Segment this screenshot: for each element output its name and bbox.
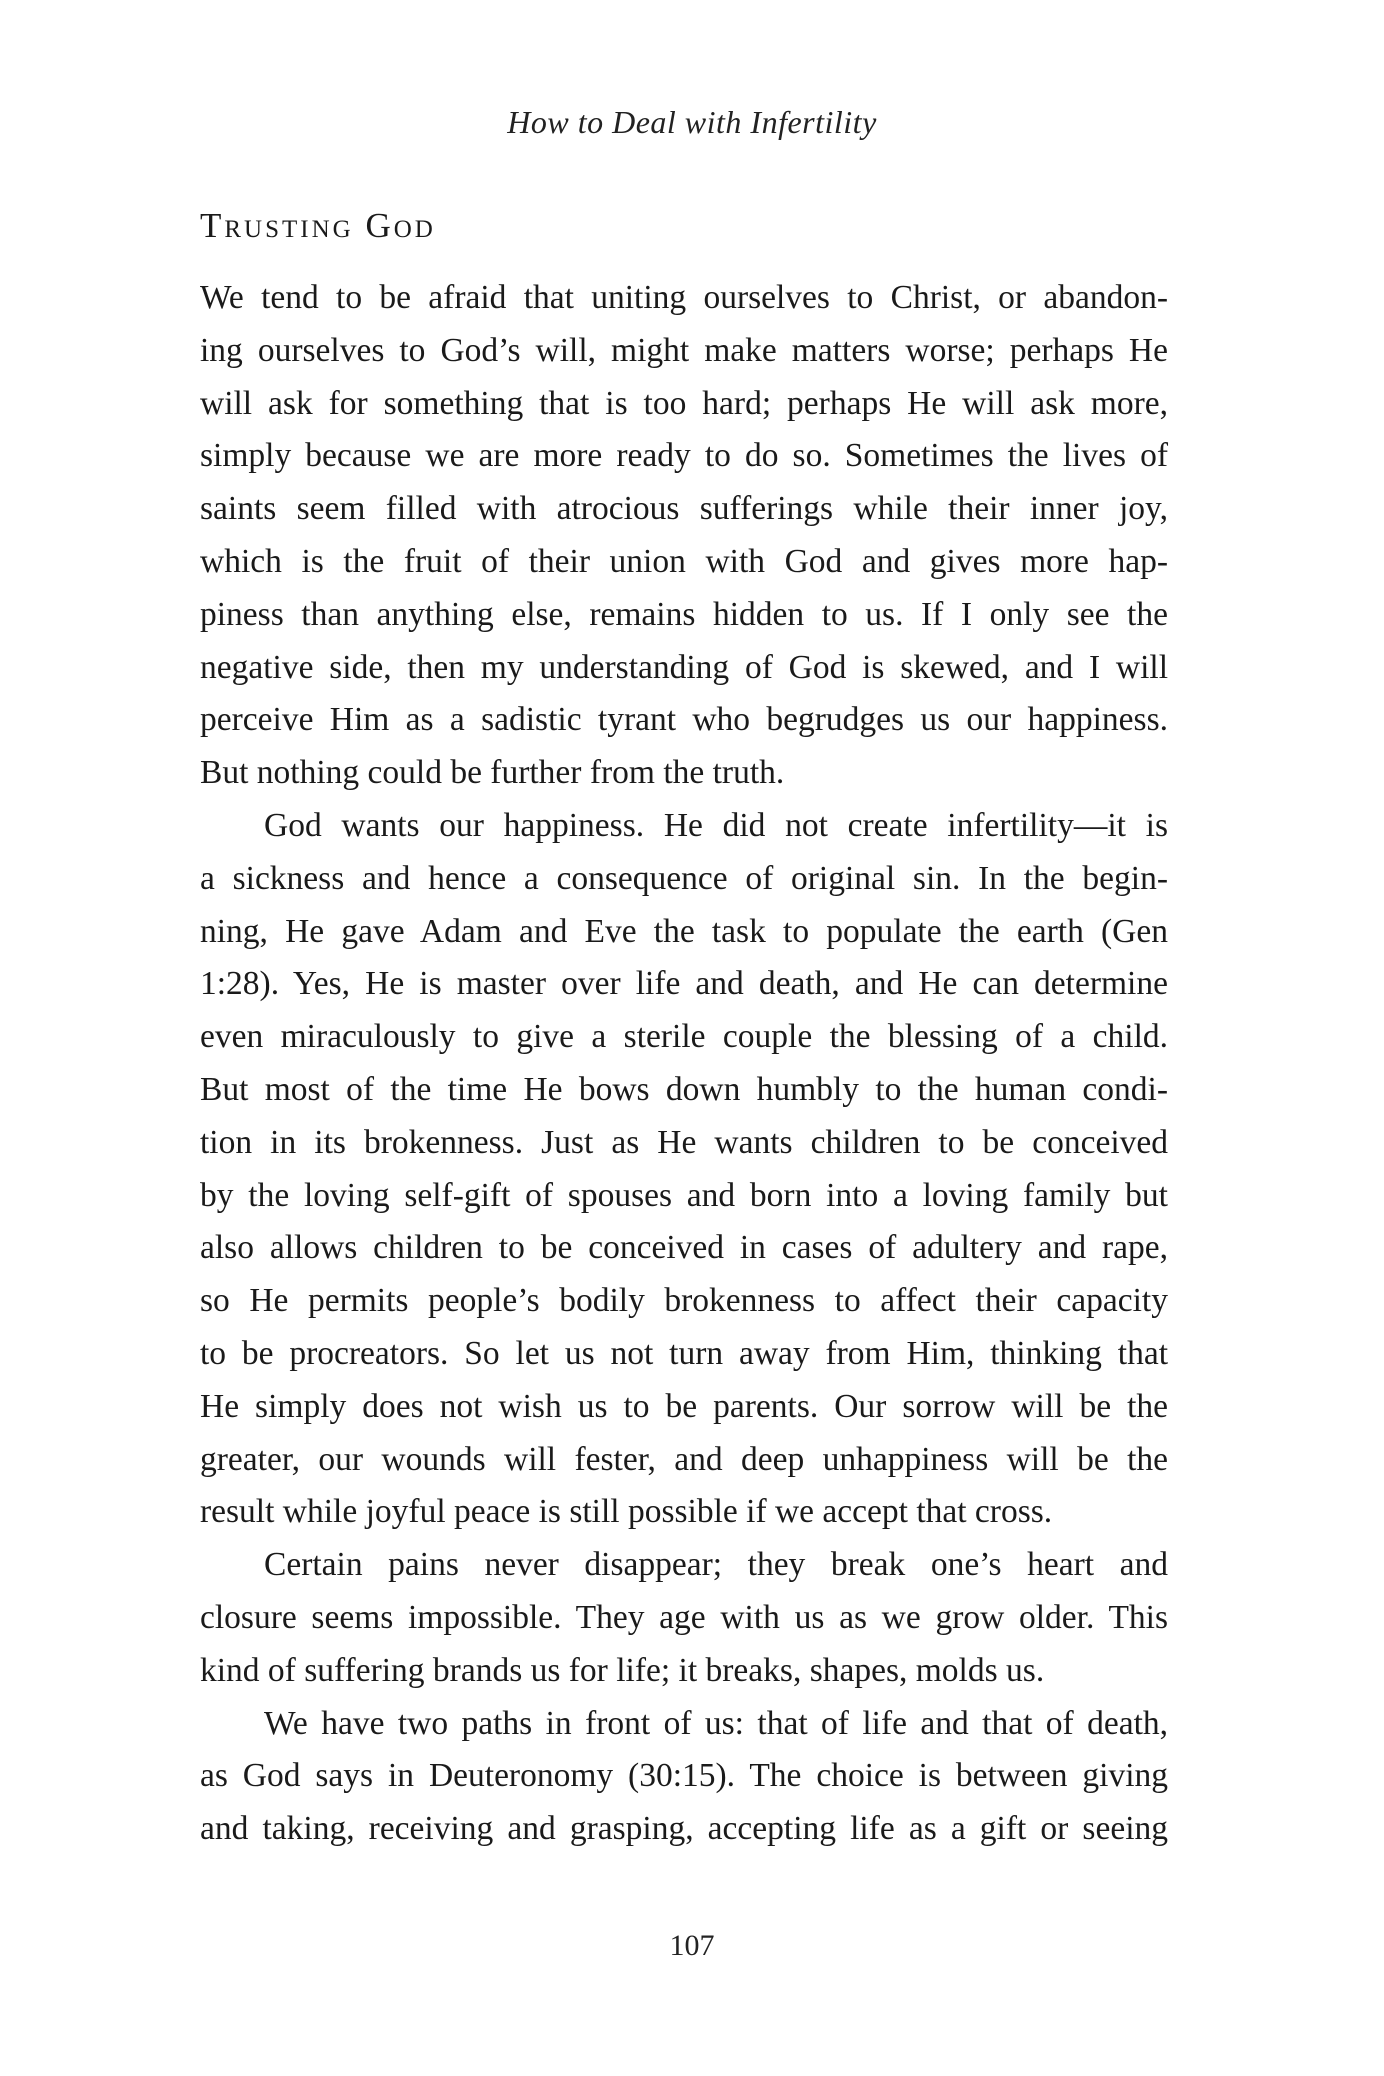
- text-line: even miraculously to give a sterile couple the blessing of a child.: [200, 1018, 1168, 1056]
- text-line: closure seems impossible. They age with us as we grow older. This: [200, 1598, 1168, 1636]
- page-number: 107: [669, 1929, 715, 1962]
- text-line: kind of suffering brands us for life; it breaks, shapes, molds us.: [200, 1651, 1045, 1689]
- text-line: We tend to be afraid that uniting ourselves to Christ, or abandon-: [200, 279, 1168, 316]
- text-line: will ask for something that is too hard; perhaps He will ask more,: [200, 384, 1168, 422]
- text-line: and taking, receiving and grasping, accepting life as a gift or seeing: [200, 1810, 1168, 1848]
- text-line: tion in its brokenness. Just as He wants children to be conceived: [200, 1123, 1168, 1161]
- text-line: simply because we are more ready to do so. Sometimes the lives of: [200, 437, 1168, 475]
- text-line: But nothing could be further from the truth.: [200, 754, 785, 792]
- text-line: to be procreators. So let us not turn away from Him, thinking that: [200, 1334, 1168, 1372]
- text-line: ing ourselves to God’s will, might make matters worse; perhaps He: [200, 331, 1168, 369]
- body-text: [200, 272, 1168, 1856]
- text-line: piness than anything else, remains hidden to us. If I only see the: [200, 595, 1168, 633]
- text-line: But most of the time He bows down humbly to the human condi-: [200, 1070, 1168, 1108]
- text-line: which is the fruit of their union with God and gives more hap-: [200, 542, 1168, 580]
- section-heading: Trusting God: [200, 206, 436, 245]
- text-line: a sickness and hence a consequence of original sin. In the begin-: [200, 859, 1168, 897]
- text-line: ning, He gave Adam and Eve the task to populate the earth (Gen: [200, 912, 1168, 950]
- text-line: perceive Him as a sadistic tyrant who begrudges us our happiness.: [200, 701, 1168, 739]
- text-line: 1:28). Yes, He is master over life and death, and He can determine: [200, 965, 1168, 1003]
- text-line: greater, our wounds will fester, and deep unhappiness will be the: [200, 1440, 1168, 1478]
- text-line: God wants our happiness. He did not create infertility—it is: [264, 806, 1168, 844]
- text-line: He simply does not wish us to be parents. Our sorrow will be the: [200, 1387, 1168, 1425]
- text-line: We have two paths in front of us: that of life and that of death,: [264, 1704, 1168, 1742]
- running-head: How to Deal with Infertility: [507, 104, 877, 140]
- text-line: also allows children to be conceived in cases of adultery and rape,: [200, 1229, 1168, 1267]
- text-line: result while joyful peace is still possible if we accept that cross.: [200, 1493, 1053, 1531]
- text-line: so He permits people’s bodily brokenness to affect their capacity: [200, 1282, 1168, 1320]
- text-line: negative side, then my understanding of God is skewed, and I will: [200, 648, 1168, 686]
- text-line: as God says in Deuteronomy (30:15). The choice is between giving: [200, 1757, 1168, 1795]
- text-line: Certain pains never disappear; they break one’s heart and: [264, 1546, 1168, 1584]
- text-line: by the loving self-gift of spouses and born into a loving family but: [200, 1176, 1168, 1214]
- text-line: saints seem filled with atrocious sufferings while their inner joy,: [200, 490, 1168, 528]
